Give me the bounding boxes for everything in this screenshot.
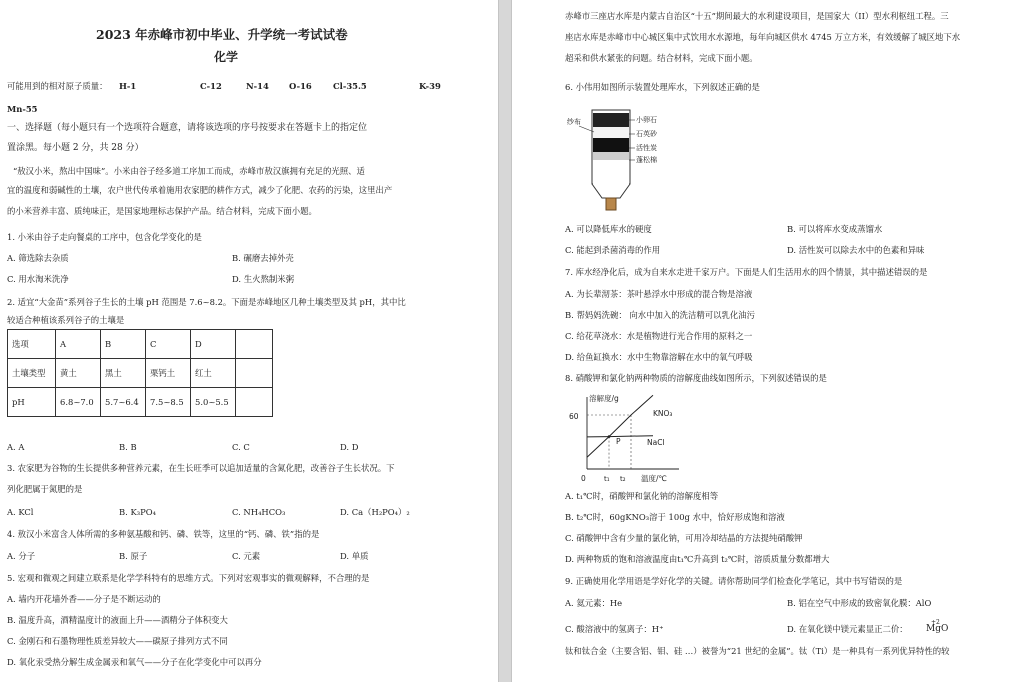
titanium-intro: 钛和钛合金（主要含铝、钼、硅 …）被誉为“21 世纪的金属”。钛（Ti）是一种具有一系列优异特性的较 <box>565 646 950 656</box>
solubility-chart <box>567 389 687 485</box>
y-axis-label: 溶解度/g <box>589 394 619 403</box>
table-cell: 7.5~8.5 <box>146 388 191 417</box>
q1-option-c: C. 用水淘米洗净 <box>7 274 69 284</box>
exam-subject: 化学 <box>214 50 239 64</box>
nacl-curve <box>587 436 653 437</box>
x-tick-label: t₂ <box>620 475 626 483</box>
q2-option-b: B. B <box>119 442 137 452</box>
soil-ph-table <box>7 329 273 417</box>
atomic-mass-c: C-12 <box>200 81 222 91</box>
q4-option-a: A. 分子 <box>7 551 36 561</box>
atomic-mass-label: 可能用到的相对原子质量： <box>7 81 108 91</box>
q7-option-a: A. 为长辈沏茶：茶叶悬浮水中形成的混合物是溶液 <box>565 289 753 299</box>
question-8: 8. 硝酸钾和氯化钠两种物质的溶解度曲线如图所示，下列叙述错误的是 <box>565 373 827 383</box>
table-cell: 黄土 <box>56 359 101 388</box>
exam-page-right <box>512 0 1024 682</box>
section-heading: 一、选择题（每小题只有一个选项符合题意，请将该选项的序号按要求在答题卡上的指定位 <box>7 123 368 133</box>
q8-option-d: D. 两种物质的饱和溶液温度由t₁℃升高到 t₂℃时，溶质质量分数都增大 <box>565 554 830 564</box>
q4-option-d: D. 单质 <box>340 551 369 561</box>
table-cell: 红土 <box>191 359 236 388</box>
intersection-point <box>608 435 611 438</box>
filter-layer-label: 小卵石 <box>636 116 657 124</box>
q5-option-a: A. 墙内开花墙外香——分子是不断运动的 <box>7 594 161 604</box>
section-heading-cont: 置涂黑。每小题 2 分，共 28 分） <box>7 143 144 153</box>
filter-layer-label: 活性炭 <box>636 144 657 152</box>
table-cell: A <box>56 330 101 359</box>
table-cell: 6.8~7.0 <box>56 388 101 417</box>
table-cell: pH <box>8 388 56 417</box>
q6-option-d: D. 活性炭可以除去水中的色素和异味 <box>787 245 925 255</box>
question-6: 6. 小伟用如图所示装置处理库水，下列叙述正确的是 <box>565 82 760 92</box>
table-cell: D <box>191 330 236 359</box>
point-label: P <box>616 437 621 446</box>
atomic-mass-h: H-1 <box>119 81 137 91</box>
q5-option-d: D. 氧化汞受热分解生成金属汞和氧气——分子在化学变化中可以再分 <box>7 657 262 667</box>
q1-option-d: D. 生火熬制米粥 <box>232 274 294 284</box>
intro-paragraph: 的小米营养丰富、质纯味正，是国家地理标志保护产品。结合材料，完成下面小题。 <box>7 206 317 216</box>
q8-option-a: A. t₁℃时，硝酸钾和氯化钠的溶解度相等 <box>565 491 719 501</box>
x-tick-label: t₁ <box>604 475 610 483</box>
q9-option-d: D. 在氧化镁中镁元素显正二价： <box>787 624 908 634</box>
kno3-curve <box>587 395 653 457</box>
q2-option-d: D. D <box>340 442 359 452</box>
question-3-cont: 列化肥属于氮肥的是 <box>7 484 83 494</box>
q2-option-a: A. A <box>7 442 25 452</box>
x-axis-label: 温度/℃ <box>641 474 667 483</box>
question-5: 5. 宏观和微观之间建立联系是化学学科特有的思维方式。下列对宏观事实的微观解释，不合理的是 <box>7 573 370 583</box>
q7-option-d: D. 给鱼缸换水：水中生物靠溶解在水中的氧气呼吸 <box>565 352 753 362</box>
q3-option-b: B. K₃PO₄ <box>119 507 156 517</box>
exam-page-left <box>0 0 498 682</box>
atomic-mass-mn: Mn-55 <box>7 104 38 114</box>
q7-option-b: B. 帮妈妈洗碗： 向水中加入的洗洁精可以乳化油污 <box>565 310 756 320</box>
table-cell: C <box>146 330 191 359</box>
atomic-mass-n: N-14 <box>246 81 269 91</box>
q9-option-a: A. 氦元素：He <box>565 598 623 608</box>
q1-option-a: A. 筛选除去杂质 <box>7 253 69 263</box>
q7-option-c: C. 给花草浇水：水是植物进行光合作用的原料之一 <box>565 331 753 341</box>
mg-charge: +2 <box>931 619 940 626</box>
table-cell-empty <box>236 388 273 417</box>
table-cell: 土壤类型 <box>8 359 56 388</box>
mgo-formula: MgO <box>926 624 949 634</box>
table-cell: 栗钙土 <box>146 359 191 388</box>
question-9: 9. 正确使用化学用语是学好化学的关键。请你帮助同学们检查化学笔记，其中书写错误的是 <box>565 576 903 586</box>
table-cell: 5.7~6.4 <box>101 388 146 417</box>
water-filter-diagram <box>567 108 677 218</box>
q9-option-b: B. 铝在空气中形成的致密氧化膜：AlO <box>787 598 932 608</box>
q8-option-c: C. 硝酸钾中含有少量的氯化钠，可用冷却结晶的方法提纯硝酸钾 <box>565 533 803 543</box>
series-label-kno3: KNO₃ <box>653 409 673 418</box>
table-cell-empty <box>236 359 273 388</box>
q6-option-a: A. 可以降低库水的硬度 <box>565 224 652 234</box>
page-divider <box>498 0 512 682</box>
question-3: 3. 农家肥为谷物的生长提供多种营养元素，在生长旺季可以追加适量的含氮化肥，改善谷子生长状况。下 <box>7 463 395 473</box>
table-row <box>8 388 273 417</box>
intro-paragraph: 宜的温度和弱碱性的土壤，农户世代传承着施用农家肥的耕作方式，减少了化肥、农药的污染，这里出产 <box>7 185 393 195</box>
q5-option-c: C. 金刚石和石墨物理性质差异较大——碳原子排列方式不同 <box>7 636 228 646</box>
q3-option-d: D. Ca（H₂PO₄）₂ <box>340 507 410 517</box>
table-row <box>8 359 273 388</box>
q3-option-c: C. NH₄HCO₃ <box>232 507 286 517</box>
series-label-nacl: NaCl <box>647 438 665 447</box>
q8-option-b: B. t₂℃时，60gKNO₃溶于 100g 水中，恰好形成饱和溶液 <box>565 512 785 522</box>
table-cell: 选项 <box>8 330 56 359</box>
q1-option-b: B. 碾磨去掉外壳 <box>232 253 294 263</box>
table-cell: 黑土 <box>101 359 146 388</box>
q6-option-b: B. 可以将库水变成蒸馏水 <box>787 224 883 234</box>
q6-option-c: C. 能起到杀菌消毒的作用 <box>565 245 661 255</box>
q3-option-a: A. KCl <box>7 507 34 517</box>
q4-option-c: C. 元素 <box>232 551 261 561</box>
q9-option-c: C. 酸溶液中的氢离子：H⁺ <box>565 624 664 634</box>
reservoir-intro: 座店水库是赤峰市中心城区集中式饮用水水源地，每年向城区供水 4745 万立方米，有效缓解了城区地下水 <box>565 32 961 42</box>
q5-option-b: B. 温度升高，酒精温度计的液面上升——酒精分子体积变大 <box>7 615 228 625</box>
reservoir-intro: 赤峰市三座店水库是内蒙古自治区“十五”期间最大的水利建设项目，是国家大（II）型水利枢纽工程。三 <box>565 11 949 21</box>
q4-option-b: B. 原子 <box>119 551 148 561</box>
x-tick-label: 0 <box>581 474 586 483</box>
question-1: 1. 小米由谷子走向餐桌的工序中，包含化学变化的是 <box>7 232 202 242</box>
table-cell: 5.0~5.5 <box>191 388 236 417</box>
question-7: 7. 库水经净化后，成为自来水走进千家万户。下面是人们生活用水的四个情景，其中描述错误的是 <box>565 267 928 277</box>
question-2: 2. 适宜“大金苗”系列谷子生长的土壤 pH 范围是 7.6~8.2。下面是赤峰地区几种土壤类型及其 pH，其中比 <box>7 297 406 307</box>
filter-layer-label: 蓬松棉 <box>636 156 657 164</box>
atomic-mass-cl: Cl-35.5 <box>333 81 367 91</box>
exam-title: 2023 年赤峰市初中毕业、升学统一考试试卷 <box>96 27 348 42</box>
table-cell-empty <box>236 330 273 359</box>
q2-option-c: C. C <box>232 442 250 452</box>
table-row <box>8 330 273 359</box>
table-cell: B <box>101 330 146 359</box>
y-tick-label: 60 <box>569 412 579 421</box>
question-2-cont: 较适合种植该系列谷子的土壤是 <box>7 315 125 325</box>
filter-side-label: 纱布 <box>567 118 581 126</box>
question-4: 4. 敖汉小米富含人体所需的多种氨基酸和钙、磷、铁等，这里的“钙、磷、铁”指的是 <box>7 529 320 539</box>
reservoir-intro: 超采和供水紧张的问题。结合材料，完成下面小题。 <box>565 53 758 63</box>
atomic-mass-k: K-39 <box>419 81 441 91</box>
atomic-mass-o: O-16 <box>289 81 312 91</box>
intro-paragraph: “敖汉小米，熬出中国味”。小米由谷子经多道工序加工而成，赤峰市敖汉旗拥有充足的光照、适 <box>13 166 365 176</box>
filter-layer-label: 石英砂 <box>636 130 657 138</box>
